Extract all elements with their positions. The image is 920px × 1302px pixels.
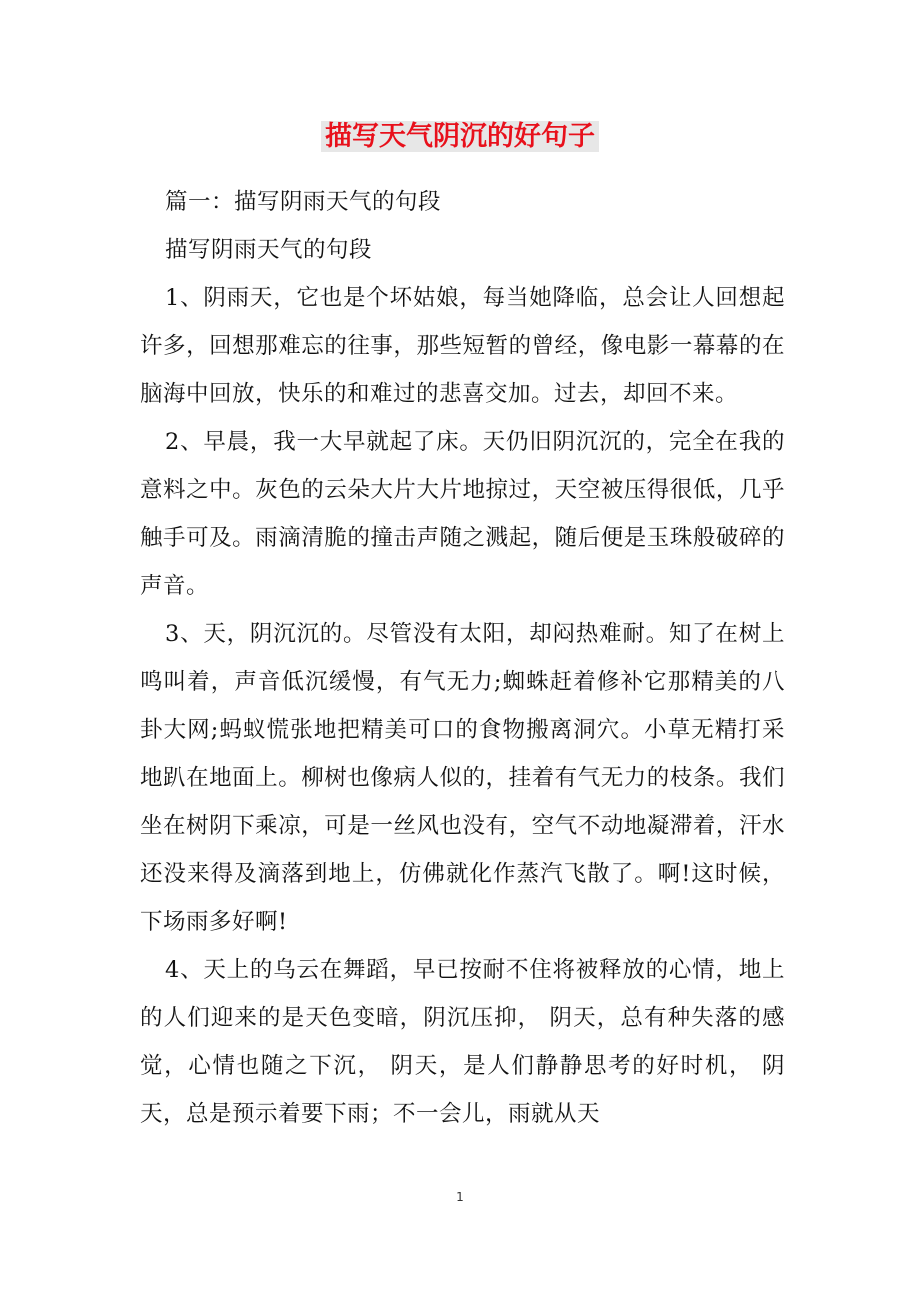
paragraph-4: 4、天上的乌云在舞蹈，早已按耐不住将被释放的心情，地上的人们迎来的是天色变暗，阴沉压抑， 阴天，总有种失落的感觉，心情也随之下沉， 阴天，是人们静静思考的好时机， 阴天，总是预示着要下雨；不一会儿，雨就从天: [140, 957, 785, 1127]
subheading: 描写阴雨天气的句段: [165, 237, 373, 263]
paragraph-1: 1、阴雨天，它也是个坏姑娘，每当她降临，总会让人回想起许多，回想那难忘的往事，那些短暂的曾经，像电影一幕幕的在脑海中回放，快乐的和难过的悲喜交加。过去，却回不来。: [140, 285, 785, 407]
paragraph-3: 3、天，阴沉沉的。尽管没有太阳，却闷热难耐。知了在树上鸣叫着，声音低沉缓慢，有气无力;蜘蛛赶着修补它那精美的八卦大网;蚂蚁慌张地把精美可口的食物搬离洞穴。小草无精打采地趴在地面上。柳树也像病人似的，挂着有气无力的枝条。我们坐在树阴下乘凉，可是一丝风也没有，空气不动地凝滞着，汗水还没来得及滴落到地上，仿佛就化作蒸汽飞散了。啊!这时候，下场雨多好啊!: [140, 621, 785, 935]
section-heading: 篇一：描写阴雨天气的句段: [165, 189, 442, 215]
page-number: 1: [456, 1190, 464, 1204]
document-title-text: 描写天气阴沉的好句子: [321, 121, 599, 152]
document-body: [140, 178, 785, 1138]
document-title: [0, 118, 920, 156]
paragraph-2: 2、早晨，我一大早就起了床。天仍旧阴沉沉的，完全在我的意料之中。灰色的云朵大片大片地掠过，天空被压得很低，几乎触手可及。雨滴清脆的撞击声随之溅起，随后便是玉珠般破碎的声音。: [140, 429, 785, 599]
